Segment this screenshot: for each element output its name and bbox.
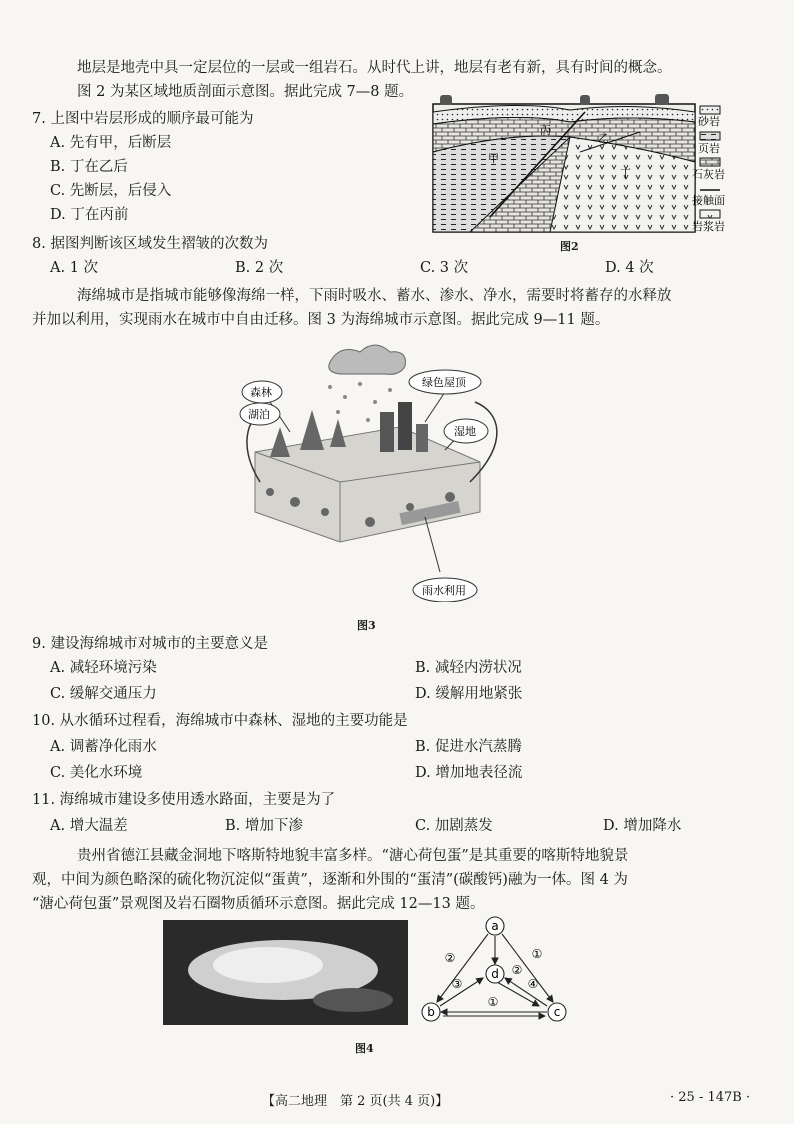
footer-code: · 25 - 147B ·	[670, 1090, 751, 1105]
label-rainwater-use: 雨水利用	[422, 584, 466, 597]
q10-option-c: C. 美化水环境	[50, 765, 143, 781]
label-lake: 湖泊	[248, 408, 270, 421]
intro-line-2: 图 2 为某区域地质剖面示意图。据此完成 7—8 题。	[77, 84, 414, 100]
node-d: d	[491, 967, 499, 981]
q11-option-c: C. 加剧蒸发	[415, 818, 493, 834]
figure-4-photo	[163, 920, 408, 1025]
q7-stem: 7. 上图中岩层形成的顺序最可能为	[32, 111, 254, 127]
q10-option-d: D. 增加地表径流	[415, 765, 523, 781]
figure-3-caption: 图3	[357, 619, 376, 632]
arrow-label-3: ③	[451, 977, 463, 991]
q9-option-c: C. 缓解交通压力	[50, 686, 157, 702]
arrow-label-4: ④	[527, 977, 539, 991]
node-b: b	[427, 1005, 435, 1019]
q8-option-d: D. 4 次	[605, 260, 654, 276]
node-a: a	[491, 919, 499, 933]
footer-page-info: 【高二地理 第 2 页(共 4 页)】	[262, 1094, 449, 1109]
arrow-label-1-bottom: ①	[487, 995, 499, 1009]
q10-stem: 10. 从水循环过程看，海绵城市中森林、湿地的主要功能是	[32, 713, 408, 729]
q8-stem: 8. 据图判断该区域发生褶皱的次数为	[32, 236, 268, 252]
figure-2-geologic-section	[430, 92, 730, 258]
q7-option-b: B. 丁在乙后	[50, 159, 128, 175]
q7-option-d: D. 丁在丙前	[50, 207, 129, 223]
label-green-roof: 绿色屋顶	[422, 376, 466, 389]
label-wetland: 湿地	[454, 425, 476, 438]
q10-option-a: A. 调蓄净化雨水	[50, 739, 157, 755]
q8-option-a: A. 1 次	[50, 260, 99, 276]
label-ding: 丁	[620, 167, 631, 180]
label-forest: 森林	[250, 386, 272, 399]
figure-2-caption: 图2	[560, 240, 579, 253]
intro2-line-1: 海绵城市是指城市能够像海绵一样，下雨时吸水、蓄水、渗水、净水，需要时将蓄存的水释放	[77, 288, 672, 304]
label-yi: 乙	[598, 132, 609, 145]
intro-line-1: 地层是地壳中具一定层位的一层或一组岩石。从时代上讲，地层有老有新，具有时间的概念。	[77, 60, 672, 76]
arrow-label-2-left: ②	[444, 951, 456, 965]
figure-4-caption: 图4	[355, 1042, 374, 1055]
intro3-line-2: 观，中间为颜色略深的硫化物沉淀似“蛋黄”，逐渐和外围的“蛋清”(碳酸钙)融为一体。图 4 为	[32, 872, 628, 888]
q8-option-b: B. 2 次	[235, 260, 284, 276]
legend-contact: 接触面	[692, 194, 725, 207]
legend-magmatic: 岩浆岩	[692, 220, 725, 233]
q9-option-a: A. 减轻环境污染	[50, 660, 157, 676]
intro3-line-3: “溏心荷包蛋”景观图及岩石圈物质循环示意图。据此完成 12—13 题。	[32, 896, 485, 912]
figure-4-rock-cycle	[415, 912, 575, 1024]
figure-3-sponge-city	[230, 332, 510, 602]
q11-option-d: D. 增加降水	[603, 818, 682, 834]
q10-option-b: B. 促进水汽蒸腾	[415, 739, 522, 755]
q11-stem: 11. 海绵城市建设多使用透水路面，主要是为了	[32, 792, 336, 808]
q9-option-d: D. 缓解用地紧张	[415, 686, 523, 702]
label-jia: 甲	[488, 152, 499, 165]
legend-limestone: 石灰岩	[692, 168, 725, 181]
q11-option-a: A. 增大温差	[50, 818, 128, 834]
q9-stem: 9. 建设海绵城市对城市的主要意义是	[32, 636, 268, 652]
legend-shale: 页岩	[698, 142, 720, 155]
intro3-line-1: 贵州省德江县藏金洞地下喀斯特地貌丰富多样。“溏心荷包蛋”是其重要的喀斯特地貌景	[77, 848, 629, 864]
legend-sandstone: 砂岩	[698, 115, 720, 128]
q7-option-c: C. 先断层，后侵入	[50, 183, 172, 199]
label-bing: 丙	[540, 124, 551, 137]
q7-option-a: A. 先有甲，后断层	[50, 135, 172, 151]
node-c: c	[553, 1005, 561, 1019]
q8-option-c: C. 3 次	[420, 260, 469, 276]
arrow-label-1-right: ①	[531, 947, 543, 961]
intro2-line-2: 并加以利用，实现雨水在城市中自由迁移。图 3 为海绵城市示意图。据此完成 9—11 题。	[32, 312, 610, 328]
q11-option-b: B. 增加下渗	[225, 818, 303, 834]
arrow-label-2-right: ②	[511, 963, 523, 977]
q9-option-b: B. 减轻内涝状况	[415, 660, 522, 676]
